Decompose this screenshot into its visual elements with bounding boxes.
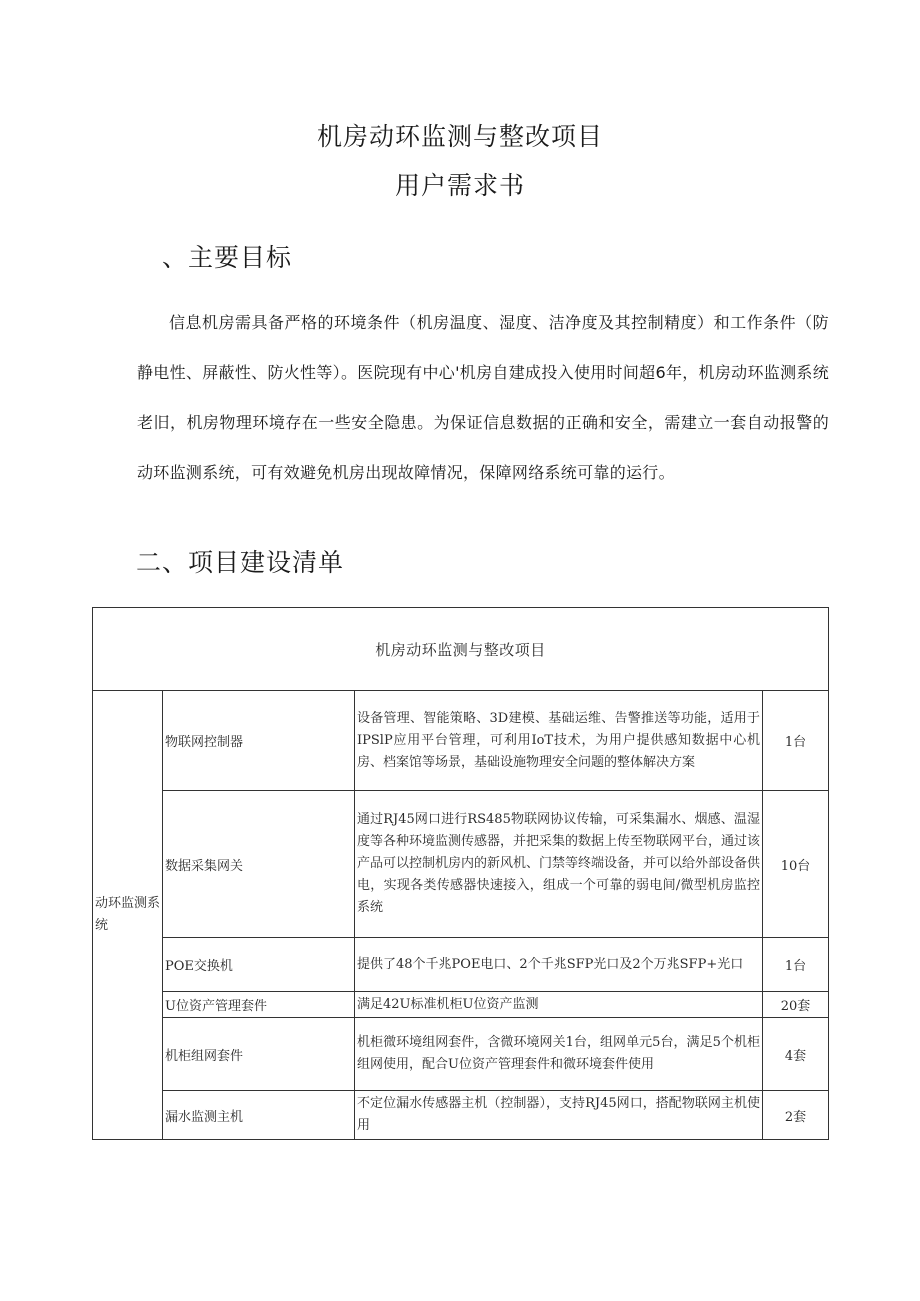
item-quantity: 1台: [763, 691, 829, 791]
item-description: 机柜微环境组网套件，含微环境网关1台，组网单元5台，满足5个机柜组网使用，配合U位资产管理套件和微环境套件使用: [355, 1018, 763, 1091]
document-title: 机房动环监测与整改项目: [316, 122, 603, 151]
item-description: 通过RJ45网口进行RS485物联网协议传输，可采集漏水、烟感、温湿度等各种环境监测传感器，并把采集的数据上传至物联网平台，通过该产品可以控制机房内的新风机、门禁等终端设备，并可以给外部设备供电，实现各类传感器快速接入，组成一个可靠的弱电间/微型机房监控系统: [355, 791, 763, 938]
table-title: 机房动环监测与整改项目: [93, 608, 829, 691]
item-description: 满足42U标准机柜U位资产监测: [355, 992, 763, 1018]
item-description: 设备管理、智能策略、3D建模、基础运维、告警推送等功能，适用于IPSlP应用平台管理，可利用IoT技术，为用户提供感知数据中心机房、档案馆等场景，基础设施物理安全问题的整体解决方案: [355, 691, 763, 791]
item-quantity: 1台: [763, 938, 829, 992]
category-cell: 动环监测系统: [93, 691, 163, 1140]
section-heading-build-list: 二、项目建设清单: [136, 548, 345, 577]
item-quantity: 10台: [763, 791, 829, 938]
table-row: [93, 1018, 829, 1091]
table-row: [93, 992, 829, 1018]
item-quantity: 4套: [763, 1018, 829, 1091]
table-row: [93, 938, 829, 992]
table-row: [93, 1091, 829, 1140]
table-row: [93, 791, 829, 938]
table-title-row: [93, 608, 829, 691]
item-quantity: 2套: [763, 1091, 829, 1140]
item-name: POE交换机: [163, 938, 355, 992]
item-description: 不定位漏水传感器主机（控制器），支持RJ45网口，搭配物联网主机使用: [355, 1091, 763, 1140]
item-name: 物联网控制器: [163, 691, 355, 791]
item-name: 漏水监测主机: [163, 1091, 355, 1140]
item-description: 提供了48个千兆POE电口、2个千兆SFP光口及2个万兆SFP+光口: [355, 938, 763, 992]
section-heading-goals: 、主要目标: [162, 243, 293, 272]
section-body-goals: 信息机房需具备严格的环境条件（机房温度、湿度、洁净度及其控制精度）和工作条件（防静电性、屏蔽性、防火性等）。医院现有中心'机房自建成投入使用时间超6年，机房动环监测系统老旧，机房物理环境存在一些安全隐患。为保证信息数据的正确和安全，需建立一套自动报警的动环监测系统，可有效避免机房出现故障情况，保障网络系统可靠的运行。: [137, 313, 829, 482]
item-name: 数据采集网关: [163, 791, 355, 938]
item-name: U位资产管理套件: [163, 992, 355, 1018]
build-list-table: [92, 607, 829, 1140]
table-row: [93, 691, 829, 791]
item-name: 机柜组网套件: [163, 1018, 355, 1091]
document-subtitle: 用户需求书: [394, 171, 525, 200]
item-quantity: 20套: [763, 992, 829, 1018]
